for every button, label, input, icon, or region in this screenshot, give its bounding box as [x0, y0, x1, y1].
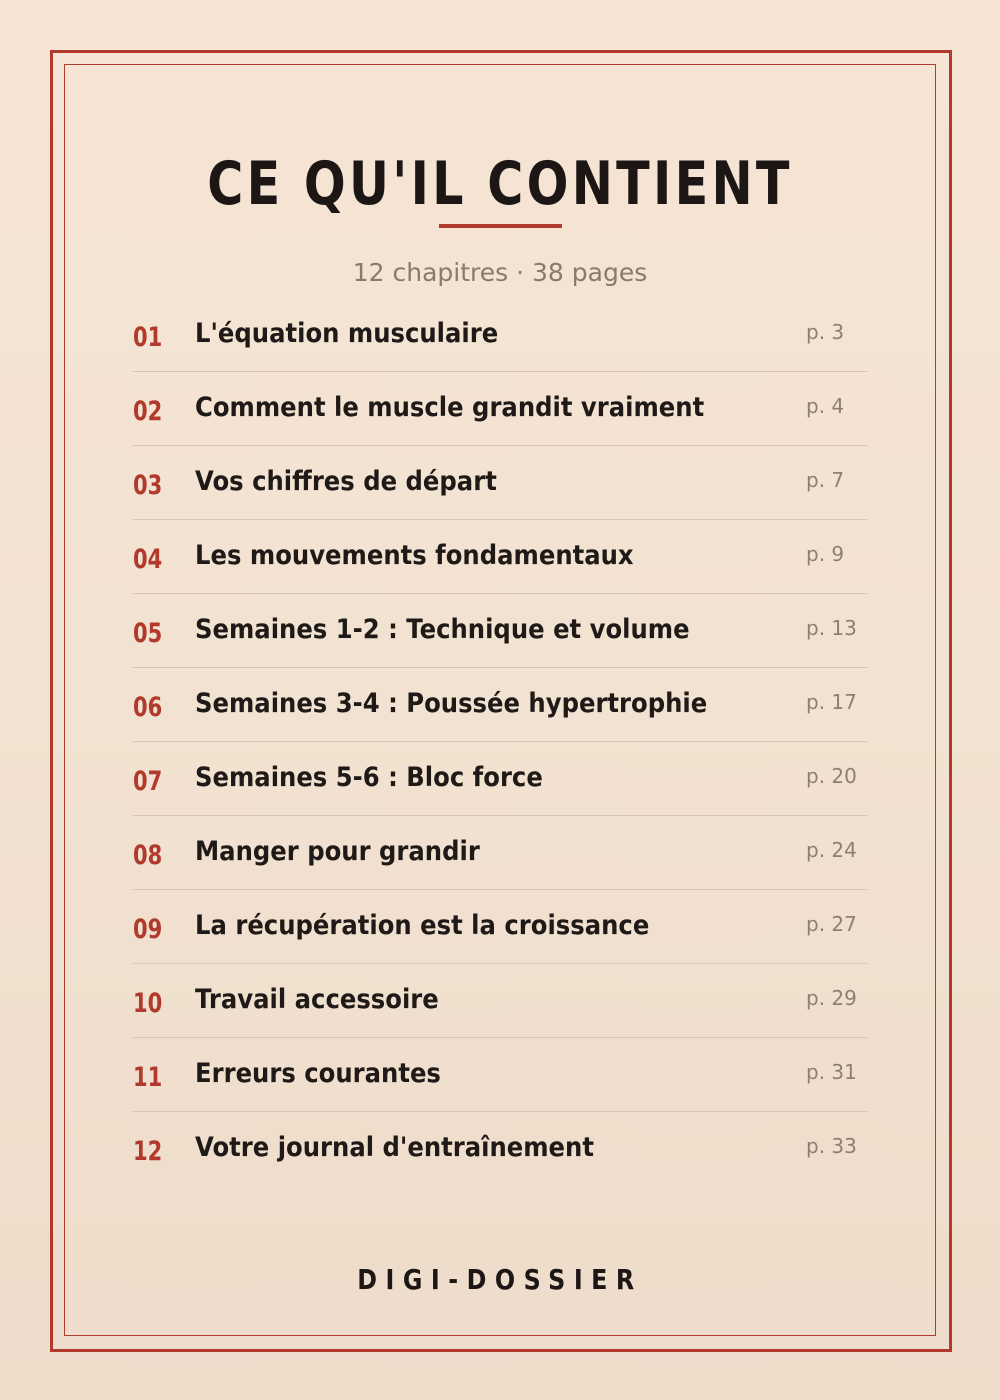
chapter-title: La récupération est la croissance — [195, 910, 650, 941]
chapter-title: Semaines 3-4 : Poussée hypertrophie — [195, 688, 708, 719]
chapter-page: p. 4 — [806, 394, 845, 418]
chapter-title: Travail accessoire — [195, 984, 439, 1015]
chapter-title: Vos chiffres de départ — [195, 466, 497, 497]
chapter-title: Semaines 5-6 : Bloc force — [195, 762, 543, 793]
toc-row — [133, 964, 867, 1038]
chapter-number: 10 — [133, 988, 163, 1019]
toc-row — [133, 816, 867, 890]
chapter-page: p. 17 — [806, 690, 857, 714]
page-title: CE QU'IL CONTIENT — [207, 149, 793, 219]
toc-row — [133, 1038, 867, 1112]
toc-row — [133, 298, 867, 372]
chapter-page: p. 7 — [806, 468, 845, 492]
chapter-title: Semaines 1-2 : Technique et volume — [195, 614, 690, 645]
chapter-number: 03 — [133, 470, 163, 501]
chapter-title: L'équation musculaire — [195, 318, 499, 349]
chapter-page: p. 24 — [806, 838, 857, 862]
chapter-title: Erreurs courantes — [195, 1058, 441, 1089]
chapter-number: 04 — [133, 544, 163, 575]
brand-wordmark: DIGI-DOSSIER — [357, 1263, 643, 1296]
chapter-number: 01 — [133, 322, 163, 353]
toc-row — [133, 446, 867, 520]
toc-row — [133, 594, 867, 668]
chapter-page: p. 27 — [806, 912, 857, 936]
table-of-contents — [133, 298, 867, 1185]
page-subtitle: 12 chapitres · 38 pages — [352, 258, 648, 287]
chapter-page: p. 31 — [806, 1060, 857, 1084]
toc-row — [133, 742, 867, 816]
chapter-number: 09 — [133, 914, 163, 945]
chapter-page: p. 33 — [806, 1134, 857, 1158]
chapter-title: Les mouvements fondamentaux — [195, 540, 634, 571]
chapter-number: 08 — [133, 840, 163, 871]
toc-row — [133, 520, 867, 594]
toc-row — [133, 1112, 867, 1185]
chapter-page: p. 13 — [806, 616, 857, 640]
chapter-number: 05 — [133, 618, 163, 649]
chapter-page: p. 29 — [806, 986, 857, 1010]
chapter-title: Manger pour grandir — [195, 836, 480, 867]
title-accent-underline — [439, 224, 562, 228]
chapter-number: 12 — [133, 1136, 163, 1167]
chapter-number: 07 — [133, 766, 163, 797]
toc-row — [133, 372, 867, 446]
chapter-page: p. 3 — [806, 320, 845, 344]
chapter-number: 11 — [133, 1062, 163, 1093]
chapter-number: 06 — [133, 692, 163, 723]
chapter-number: 02 — [133, 396, 163, 427]
chapter-page: p. 9 — [806, 542, 845, 566]
toc-row — [133, 668, 867, 742]
chapter-page: p. 20 — [806, 764, 857, 788]
toc-row — [133, 890, 867, 964]
chapter-title: Votre journal d'entraînement — [195, 1132, 594, 1163]
chapter-title: Comment le muscle grandit vraiment — [195, 392, 705, 423]
